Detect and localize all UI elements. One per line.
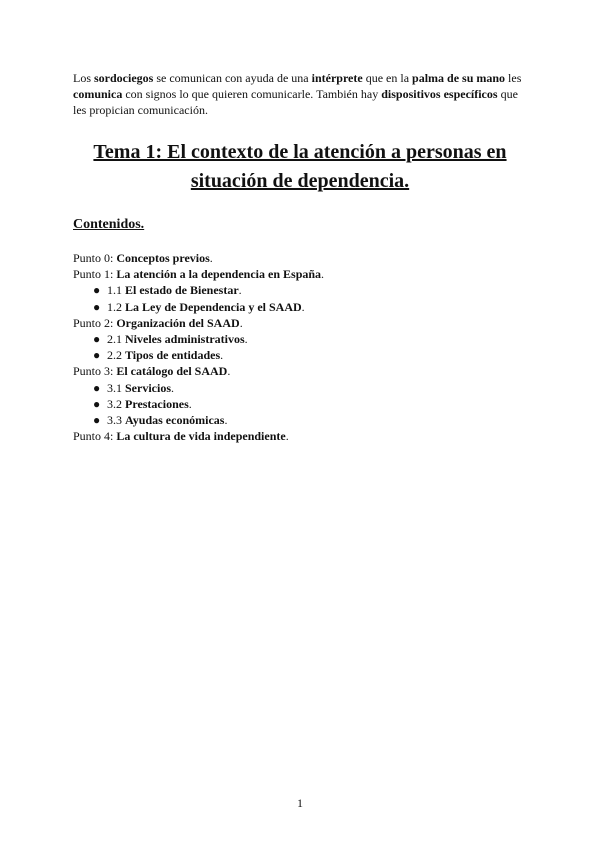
toc-prefix: 2.1: [107, 332, 125, 347]
toc-period: .: [285, 429, 289, 444]
toc-prefix: Punto 2:: [73, 315, 117, 330]
toc-subitem: [73, 347, 533, 363]
toc-title: Ayudas económicas: [125, 413, 225, 428]
toc-period: .: [301, 299, 305, 314]
toc-subitem: [73, 299, 533, 315]
toc-title: El catálogo del SAAD: [116, 364, 228, 379]
bullet-icon: ●: [93, 299, 101, 314]
toc-period: .: [171, 380, 174, 395]
toc-period: .: [227, 364, 231, 379]
table-of-contents: [73, 250, 533, 444]
toc-period: .: [209, 251, 213, 265]
intro-bold-term: intérprete: [311, 71, 363, 85]
intro-bold-term: sordociegos: [94, 71, 154, 85]
toc-prefix: Punto 4:: [73, 429, 117, 444]
bullet-icon: ●: [93, 413, 101, 428]
toc-title: Servicios: [125, 380, 171, 395]
toc-subitem: [73, 412, 533, 428]
toc-item: [73, 266, 533, 282]
toc-prefix: 3.2: [107, 396, 125, 411]
toc-title: Conceptos previos: [116, 251, 210, 265]
toc-item: [73, 315, 533, 331]
toc-subitem: [73, 396, 533, 412]
toc-title: Niveles administrativos: [125, 332, 245, 347]
toc-title: Tipos de entidades: [125, 348, 221, 363]
toc-period: .: [188, 396, 192, 411]
contents-heading: Contenidos.: [73, 217, 145, 232]
bullet-icon: ●: [93, 348, 101, 363]
toc-period: .: [220, 348, 224, 363]
toc-item: [73, 363, 533, 379]
toc-period: .: [321, 267, 325, 282]
toc-prefix: 1.1: [107, 283, 125, 298]
intro-bold-term: dispositivos específicos: [381, 87, 498, 101]
toc-period: .: [238, 283, 242, 298]
intro-bold-term: palma de su mano: [412, 71, 506, 85]
intro-text: que en la: [362, 71, 413, 85]
title-line-1: Tema 1: El contexto de la atención a personas en: [93, 141, 507, 163]
toc-prefix: 3.3: [107, 413, 125, 428]
page-title: [60, 138, 540, 196]
page-number: 1: [297, 796, 303, 810]
toc-subitem: [73, 331, 533, 347]
intro-text: Los: [73, 71, 94, 85]
bullet-icon: ●: [93, 396, 101, 411]
toc-period: .: [224, 413, 228, 428]
toc-title: El estado de Bienestar: [125, 283, 239, 298]
intro-paragraph: [73, 70, 531, 118]
bullet-icon: ●: [93, 283, 101, 298]
toc-item: [73, 250, 533, 266]
toc-title: Prestaciones: [125, 396, 189, 411]
intro-bold-term: comunica: [73, 87, 123, 101]
toc-item: [73, 428, 533, 444]
toc-period: .: [239, 315, 243, 330]
toc-prefix: 2.2: [107, 348, 125, 363]
bullet-icon: ●: [93, 380, 101, 395]
toc-prefix: 1.2: [107, 299, 125, 314]
intro-text: que les propician comunicación.: [73, 87, 518, 117]
toc-title: Organización del SAAD: [116, 315, 240, 330]
intro-text: les: [505, 71, 522, 85]
toc-subitem: [73, 380, 533, 396]
intro-text: se comunican con ayuda de una: [153, 71, 312, 85]
toc-subitem: [73, 282, 533, 298]
toc-prefix: Punto 3:: [73, 364, 117, 379]
toc-prefix: 3.1: [107, 380, 125, 395]
intro-text: con signos lo que quieren comunicarle. También hay: [122, 87, 382, 101]
toc-period: .: [244, 332, 248, 347]
toc-prefix: Punto 1:: [73, 267, 117, 282]
bullet-icon: ●: [93, 332, 101, 347]
toc-title: La Ley de Dependencia y el SAAD: [125, 299, 302, 314]
toc-prefix: Punto 0:: [73, 251, 117, 265]
title-line-2: situación de dependencia.: [190, 170, 410, 192]
toc-title: La cultura de vida independiente: [116, 429, 286, 444]
toc-title: La atención a la dependencia en España: [116, 267, 322, 282]
